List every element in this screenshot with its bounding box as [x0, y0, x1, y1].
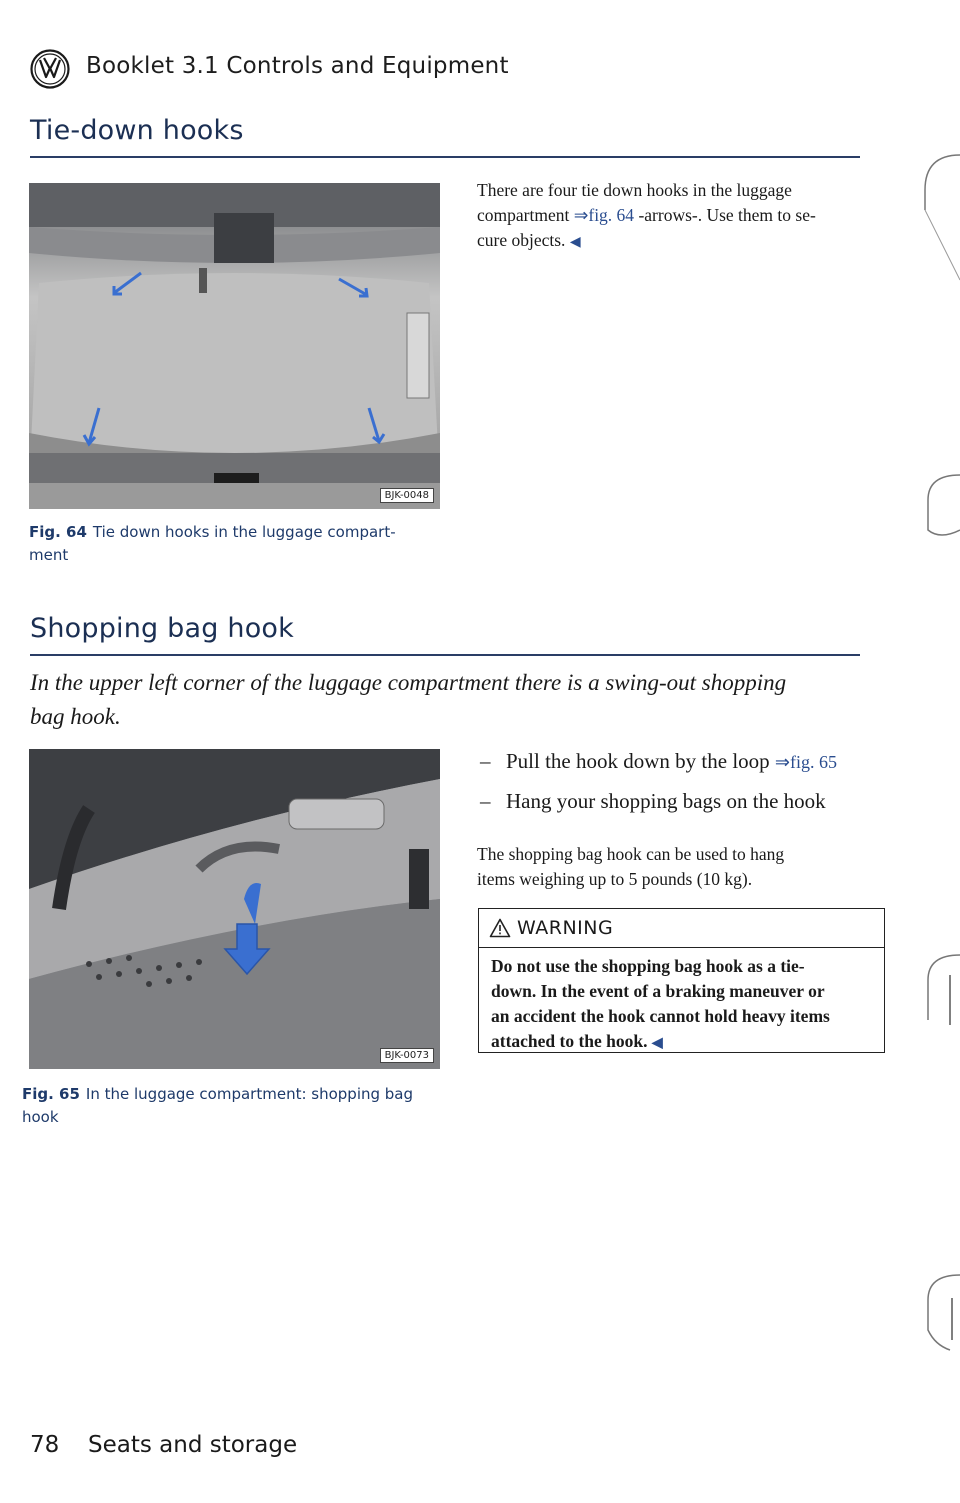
section-title-shopping-bag-hook: Shopping bag hook — [30, 613, 294, 644]
step-text: Hang your shopping bags on the hook — [506, 789, 826, 813]
warning-body — [479, 948, 884, 1064]
section-divider — [30, 156, 860, 158]
warning-header — [479, 909, 884, 948]
caption-number: Fig. 65 — [22, 1085, 80, 1103]
edge-tab-mark — [920, 950, 960, 1030]
caption-number: Fig. 64 — [29, 523, 87, 541]
step-hang-bags — [480, 789, 920, 814]
caption-text-cont: ment — [29, 546, 69, 564]
intro-line: In the upper left corner of the luggage compartment there is a swing-out shopping — [30, 670, 787, 695]
figure-reference-link[interactable]: ⇒fig. 64 — [573, 205, 635, 225]
shopping-bag-hook-image — [29, 749, 440, 1069]
figure-64-luggage-compartment — [29, 183, 440, 509]
edge-tab-mark — [905, 150, 960, 310]
text-fragment: compartment — [477, 205, 574, 225]
text-fragment: -arrows-. Use them to se- — [634, 205, 816, 225]
figure-code-badge: BJK-0073 — [380, 1048, 434, 1063]
text-line — [477, 228, 897, 255]
section-divider — [30, 654, 860, 656]
caption-text: Tie down hooks in the luggage compart- — [92, 523, 396, 541]
end-of-section-marker-icon: ◀ — [569, 235, 581, 250]
section-intro — [30, 666, 910, 734]
edge-tab-mark — [920, 1270, 960, 1360]
edge-tab-mark — [920, 470, 960, 550]
caption-text-cont: hook — [22, 1108, 59, 1126]
footer-section-label: Seats and storage — [88, 1432, 298, 1458]
end-of-section-marker-icon: ◀ — [651, 1036, 663, 1051]
luggage-compartment-image — [29, 183, 440, 509]
figure-65-shopping-bag-hook — [29, 749, 440, 1069]
figure-64-caption — [29, 521, 449, 567]
figure-code-badge: BJK-0048 — [380, 488, 434, 503]
warning-line: down. In the event of a braking maneuver or — [491, 981, 825, 1001]
text-line: There are four tie down hooks in the luggage — [477, 180, 792, 200]
text-fragment: cure objects. — [477, 230, 566, 250]
intro-line: bag hook. — [30, 704, 121, 729]
text-fragment: attached to the hook. — [491, 1031, 648, 1051]
warning-triangle-icon — [489, 918, 511, 938]
tie-down-description — [477, 178, 897, 255]
text-line: items weighing up to 5 pounds (10 kg). — [477, 869, 753, 889]
vw-logo-icon — [30, 49, 70, 89]
step-dash: – — [480, 789, 491, 813]
step-text: Pull the hook down by the loop — [506, 749, 775, 773]
hook-load-note — [477, 842, 897, 892]
step-pull-hook — [480, 749, 920, 774]
warning-line: an accident the hook cannot hold heavy items — [491, 1006, 830, 1026]
text-line — [477, 203, 897, 228]
caption-text: In the luggage compartment: shopping bag — [85, 1085, 414, 1103]
text-line: The shopping bag hook can be used to hang — [477, 844, 785, 864]
warning-title: WARNING — [517, 917, 614, 939]
figure-reference-link[interactable]: ⇒fig. 65 — [774, 752, 837, 772]
step-dash: – — [480, 749, 491, 773]
warning-box — [478, 908, 885, 1053]
booklet-title: Booklet 3.1 Controls and Equipment — [86, 53, 509, 79]
page-number: 78 — [30, 1432, 60, 1458]
warning-line — [491, 1029, 872, 1056]
figure-65-caption — [22, 1083, 452, 1129]
warning-line: Do not use the shopping bag hook as a tie- — [491, 956, 805, 976]
section-title-tie-down-hooks: Tie-down hooks — [30, 115, 244, 146]
